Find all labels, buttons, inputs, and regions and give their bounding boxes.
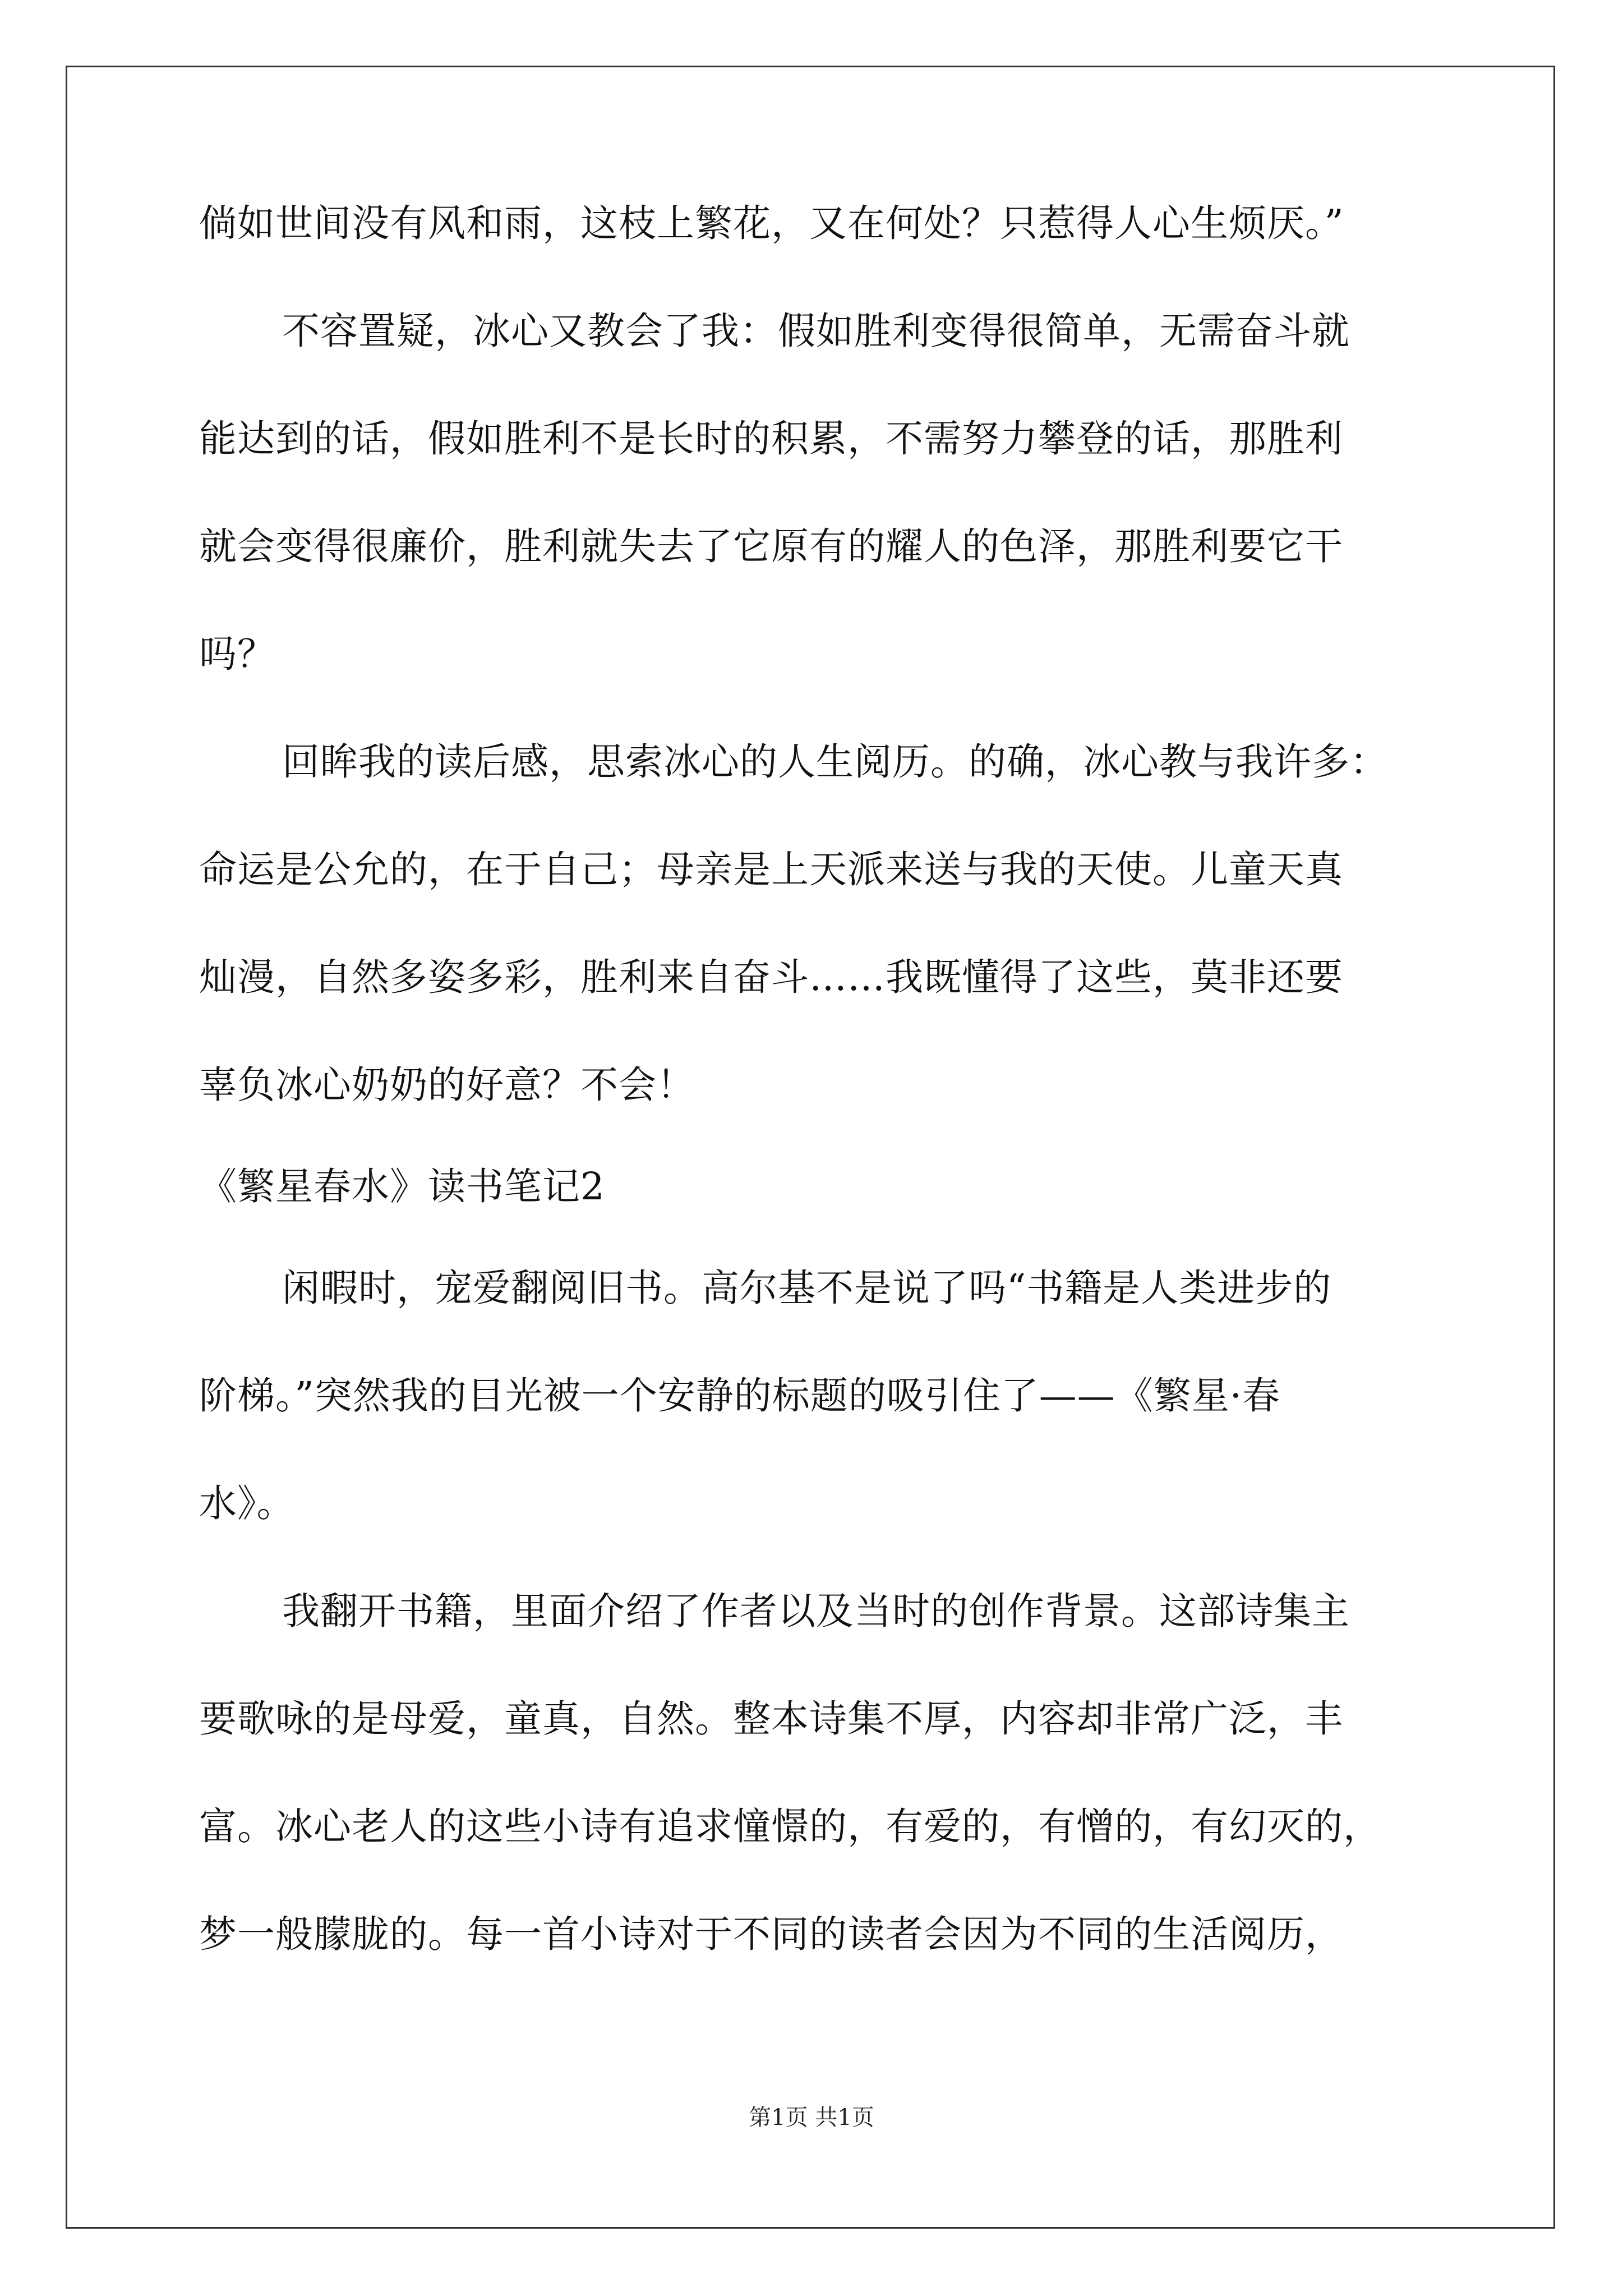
text-line: 阶梯。”突然我的目光被一个安静的标题的吸引住了——《繁星·春 bbox=[199, 1374, 1281, 1418]
text-line: 富。冰心老人的这些小诗有追求憧憬的，有爱的，有憎的，有幻灭的， bbox=[199, 1805, 1381, 1848]
text-line: 不容置疑，冰心又教会了我：假如胜利变得很简单，无需奋斗就 bbox=[282, 309, 1350, 353]
text-line: 吗？ bbox=[199, 632, 275, 676]
text-line: 就会变得很廉价，胜利就失去了它原有的耀人的色泽，那胜利要它干 bbox=[199, 524, 1343, 568]
text-line: 我翻开书籍，里面介绍了作者以及当时的创作背景。这部诗集主 bbox=[282, 1589, 1350, 1633]
text-line: 能达到的话，假如胜利不是长时的积累，不需努力攀登的话，那胜利 bbox=[199, 417, 1343, 461]
page-number: 第1页 共1页 bbox=[749, 2105, 874, 2131]
text-line: 回眸我的读后感，思索冰心的人生阅历。的确，冰心教与我许多： bbox=[282, 740, 1388, 784]
text-line: 倘如世间没有风和雨，这枝上繁花，又在何处？只惹得人心生烦厌。” bbox=[199, 201, 1344, 245]
text-line: 辜负冰心奶奶的好意？不会！ bbox=[199, 1063, 695, 1107]
section-heading: 《繁星春水》读书笔记2 bbox=[199, 1165, 605, 1208]
page-border bbox=[66, 66, 1555, 2229]
text-line: 梦一般朦胧的。每一首小诗对于不同的读者会因为不同的生活阅历， bbox=[199, 1912, 1343, 1956]
text-line: 灿漫，自然多姿多彩，胜利来自奋斗……我既懂得了这些，莫非还要 bbox=[199, 955, 1343, 999]
text-line: 闲暇时，宠爱翻阅旧书。高尔基不是说了吗“书籍是人类进步的 bbox=[282, 1266, 1332, 1310]
text-line: 要歌咏的是母爱，童真，自然。整本诗集不厚，内容却非常广泛，丰 bbox=[199, 1697, 1343, 1741]
text-line: 水》。 bbox=[199, 1481, 295, 1525]
text-line: 命运是公允的，在于自己；母亲是上天派来送与我的天使。儿童天真 bbox=[199, 848, 1343, 891]
